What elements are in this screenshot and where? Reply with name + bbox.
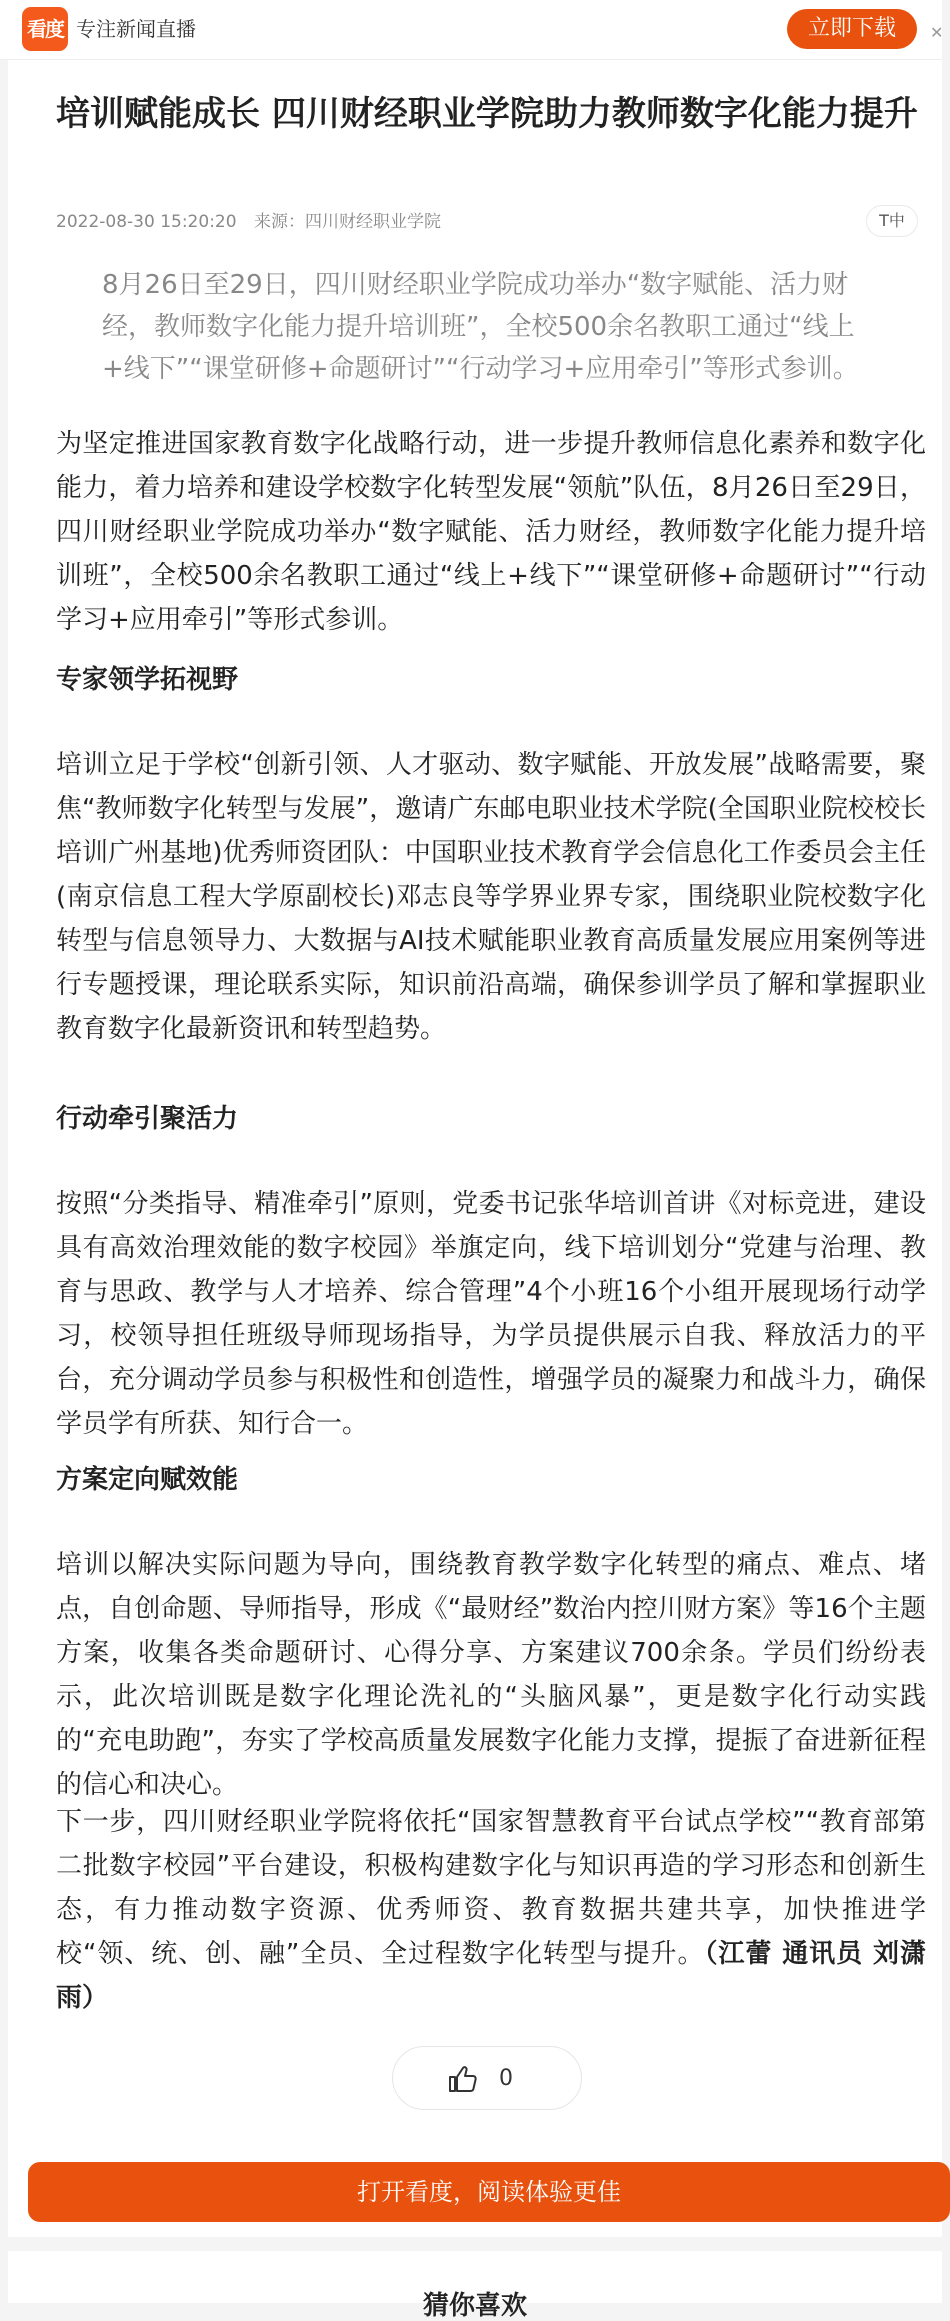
paragraph-5-text: 下一步，四川财经职业学院将依托“国家智慧教育平台试点学校”“教育部第二批数字校园”平台建设，积极构建数字化与知识再造的学习形态和创新生态，有力推动数字资源、优秀师资、教育数据共建共享，加快推进学校“领、统、创、融”全员、全过程数字化转型与提升。	[56, 1807, 926, 1969]
paragraph-5	[56, 1800, 926, 2020]
article-meta	[56, 210, 453, 234]
like-count: 0	[499, 2066, 513, 2091]
font-size-toggle[interactable]: T中	[866, 205, 918, 237]
byline: （江蕾 通讯员 刘潇雨）	[56, 1939, 926, 2013]
recommend-title: 猜你喜欢	[422, 2291, 527, 2321]
article-source: 来源：四川财经职业学院	[253, 212, 441, 232]
open-app-button[interactable]: 打开看度，阅读体验更佳	[28, 2162, 950, 2222]
app-logo[interactable]: 看度	[22, 7, 68, 51]
like-button[interactable]	[392, 2046, 582, 2110]
paragraph-3: 按照“分类指导、精准牵引”原则，党委书记张华培训首讲《对标竞进，建设具有高效治理效能的数字校园》举旗定向，线下培训划分“党建与治理、教育与思政、教学与人才培养、综合管理”4个小班16个小组开展现场行动学习，校领导担任班级导师现场指导，为学员提供展示自我、释放活力的平台，充分调动学员参与积极性和创造性，增强学员的凝聚力和战斗力，确保学员学有所获、知行合一。	[56, 1189, 926, 1439]
publish-datetime: 2022-08-30 15:20:20	[56, 212, 237, 232]
app-slogan: 专注新闻直播	[76, 17, 196, 41]
article-card	[8, 60, 942, 2237]
recommend-section	[8, 2251, 942, 2321]
paragraph-1: 为坚定推进国家教育数字化战略行动，进一步提升教师信息化素养和数字化能力，着力培养和建设学校数字化转型发展“领航”队伍，8月26日至29日，四川财经职业学院成功举办“数字赋能、活力财经，教师数字化能力提升培训班”，全校500余名教职工通过“线上+线下”“课堂研修+命题研讨”“行动学习+应用牵引”等形式参训。	[56, 429, 926, 635]
paragraph-4: 培训以解决实际问题为导向，围绕教育教学数字化转型的痛点、难点、堵点，自创命题、导师指导，形成《“最财经”数治内控川财方案》等16个主题方案，收集各类命题研讨、心得分享、方案建议700余条。学员们纷纷表示，此次培训既是数字化理论洗礼的“头脑风暴”，更是数字化行动实践的“充电助跑”，夯实了学校高质量发展数字化能力支撑，提振了奋进新征程的信心和决心。	[56, 1550, 926, 1800]
article-title: 培训赋能成长 四川财经职业学院助力教师数字化能力提升	[56, 94, 918, 134]
section-heading-1: 专家领学拓视野	[56, 665, 239, 695]
paragraph-2: 培训立足于学校“创新引领、人才驱动、数字赋能、开放发展”战略需要，聚焦“教师数字化转型与发展”，邀请广东邮电职业技术学院(全国职业院校校长培训广州基地)优秀师资团队：中国职业技术教育学会信息化工作委员会主任(南京信息工程大学原副校长)邓志良等学界业界专家，围绕职业院校数字化转型与信息领导力、大数据与AI技术赋能职业教育高质量发展应用案例等进行专题授课，理论联系实际，知识前沿高端，确保参训学员了解和掌握职业教育数字化最新资讯和转型趋势。	[56, 750, 926, 1044]
section-heading-2: 行动牵引聚活力	[56, 1104, 239, 1134]
download-button[interactable]: 立即下载	[787, 9, 917, 49]
article-summary: 8月26日至29日，四川财经职业学院成功举办“数字赋能、活力财经，教师数字化能力提升培训班”，全校500余名教职工通过“线上+线下”“课堂研修+命题研讨”“行动学习+应用牵引”等形式参训。	[102, 270, 859, 384]
section-heading-3: 方案定向赋效能	[56, 1465, 239, 1495]
top-banner	[0, 0, 942, 60]
thumbs-up-icon	[447, 2065, 477, 2093]
close-icon[interactable]: ✕	[930, 23, 944, 42]
